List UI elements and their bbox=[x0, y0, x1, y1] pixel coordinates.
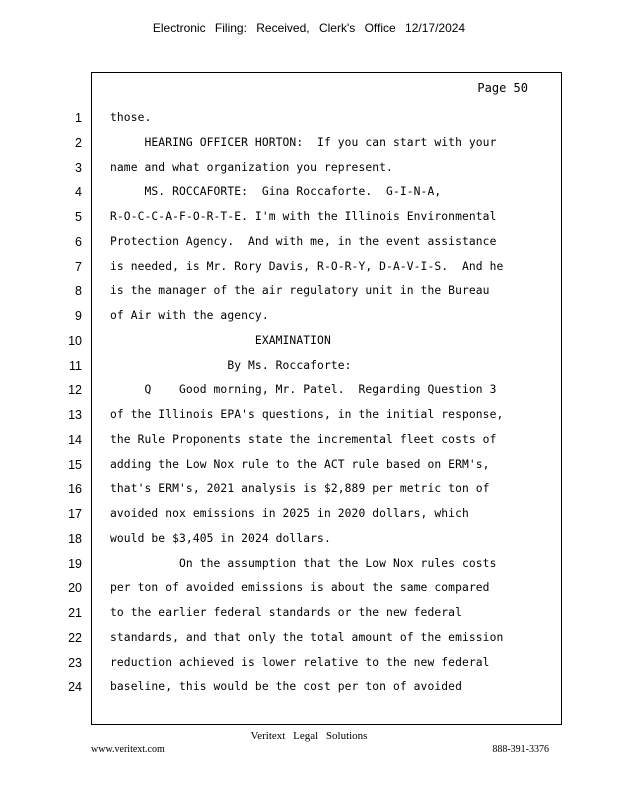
line-text: is needed, is Mr. Rory Davis, R-O-R-Y, D-A-V-I-S. And he bbox=[110, 259, 504, 273]
line-text: standards, and that only the total amount of the emission bbox=[110, 630, 504, 644]
line-number: 14 bbox=[68, 432, 82, 447]
transcript-line bbox=[0, 305, 618, 327]
line-number: 9 bbox=[75, 309, 82, 323]
line-number: 15 bbox=[68, 457, 82, 472]
line-number: 18 bbox=[68, 531, 82, 546]
transcript-line bbox=[0, 330, 618, 352]
line-number: 2 bbox=[75, 135, 82, 150]
line-text: to the earlier federal standards or the new federal bbox=[110, 606, 462, 619]
line-number: 11 bbox=[69, 358, 82, 373]
transcript-line bbox=[0, 577, 618, 599]
line-text: avoided nox emissions in 2025 in 2020 dollars, which bbox=[110, 507, 469, 520]
transcript-line bbox=[0, 157, 618, 179]
line-text: By Ms. Roccaforte: bbox=[110, 358, 352, 372]
line-number: 5 bbox=[75, 210, 82, 224]
transcript-line bbox=[0, 478, 618, 500]
line-number: 22 bbox=[68, 630, 82, 645]
transcript-line bbox=[0, 231, 618, 253]
line-number: 7 bbox=[75, 259, 82, 274]
transcript-line bbox=[0, 355, 618, 377]
line-text: those. bbox=[110, 111, 152, 124]
line-text: baseline, this would be the cost per ton of avoided bbox=[110, 680, 462, 694]
line-number: 23 bbox=[68, 655, 82, 670]
line-text: Q Good morning, Mr. Patel. Regarding Question 3 bbox=[110, 383, 497, 397]
line-number: 10 bbox=[68, 333, 82, 348]
line-text: per ton of avoided emissions is about the same compared bbox=[110, 581, 490, 595]
transcript-line bbox=[0, 206, 618, 228]
line-number: 3 bbox=[75, 160, 82, 175]
line-number: 17 bbox=[68, 507, 82, 521]
transcript-line bbox=[0, 379, 618, 401]
page-number: Page 50 bbox=[477, 81, 528, 95]
line-text: the Rule Proponents state the incremental fleet costs of bbox=[110, 432, 497, 446]
line-text: adding the Low Nox rule to the ACT rule based on ERM's, bbox=[110, 457, 490, 471]
line-text: that's ERM's, 2021 analysis is $2,889 per metric ton of bbox=[110, 482, 490, 496]
transcript-line bbox=[0, 676, 618, 698]
line-text: MS. ROCCAFORTE: Gina Roccaforte. G-I-N-A, bbox=[110, 185, 442, 199]
line-text: EXAMINATION bbox=[110, 333, 331, 347]
line-number: 20 bbox=[68, 581, 82, 596]
filing-stamp: Electronic Filing: Received, Clerk's Office 12/17/2024 bbox=[152, 21, 466, 35]
line-text: name and what organization you represent. bbox=[110, 160, 393, 174]
line-number: 21 bbox=[68, 606, 82, 620]
transcript-line bbox=[0, 454, 618, 476]
line-number: 8 bbox=[75, 284, 82, 299]
line-number: 24 bbox=[68, 680, 82, 695]
footer-website: www.veritext.com bbox=[91, 744, 165, 755]
transcript-line bbox=[0, 528, 618, 550]
line-text: reduction achieved is lower relative to the new federal bbox=[110, 655, 490, 669]
transcript-line bbox=[0, 429, 618, 451]
transcript-line bbox=[0, 181, 618, 203]
footer-company: Veritext Legal Solutions bbox=[250, 730, 368, 742]
line-number: 4 bbox=[75, 185, 82, 200]
line-number: 19 bbox=[68, 556, 82, 571]
transcript-line bbox=[0, 404, 618, 426]
line-number: 13 bbox=[68, 408, 82, 422]
transcript-line bbox=[0, 132, 618, 154]
line-number: 1 bbox=[75, 111, 82, 125]
transcript-line bbox=[0, 602, 618, 624]
line-text: Protection Agency. And with me, in the event assistance bbox=[110, 234, 497, 248]
transcript-line bbox=[0, 627, 618, 649]
transcript-line bbox=[0, 256, 618, 278]
line-number: 12 bbox=[68, 383, 82, 398]
footer-phone: 888-391-3376 bbox=[492, 744, 549, 755]
line-text: On the assumption that the Low Nox rules costs bbox=[110, 556, 497, 570]
transcript-line bbox=[0, 503, 618, 525]
transcript-line bbox=[0, 553, 618, 575]
line-number: 6 bbox=[75, 234, 82, 249]
transcript-line bbox=[0, 107, 618, 129]
line-text: is the manager of the air regulatory unit in the Bureau bbox=[110, 284, 490, 298]
line-number: 16 bbox=[68, 482, 82, 497]
line-text: HEARING OFFICER HORTON: If you can start with your bbox=[110, 135, 497, 149]
line-text: R-O-C-C-A-F-O-R-T-E. I'm with the Illinois Environmental bbox=[110, 210, 497, 223]
transcript-line bbox=[0, 280, 618, 302]
line-text: would be $3,405 in 2024 dollars. bbox=[110, 531, 331, 545]
line-text: of the Illinois EPA's questions, in the initial response, bbox=[110, 408, 504, 421]
line-text: of Air with the agency. bbox=[110, 309, 269, 322]
transcript-line bbox=[0, 652, 618, 674]
